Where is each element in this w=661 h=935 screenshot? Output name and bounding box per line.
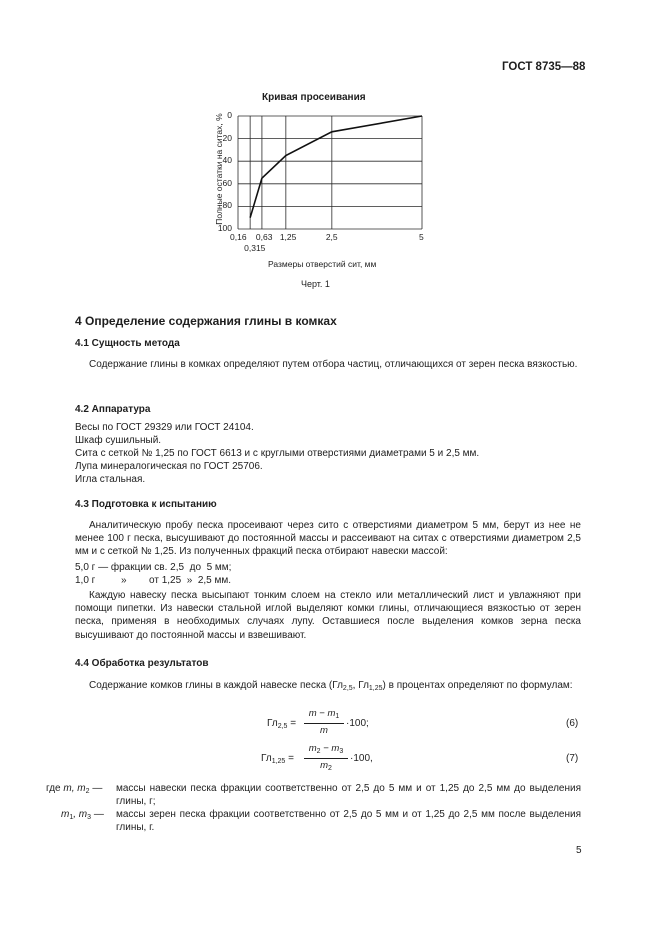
- section-title: 4 Определение содержания глины в комках: [75, 314, 337, 328]
- subsection-4-2-title: 4.2 Аппаратура: [75, 404, 151, 415]
- sample-mass-row-range: от 1,25 » 2,5 мм.: [149, 575, 232, 586]
- chart-x-tick-label: 0,16: [230, 232, 247, 242]
- where-2-vars: $m_1$, $m_3$ —: [61, 809, 104, 821]
- figure-caption: Черт. 1: [301, 279, 330, 289]
- sieving-curve-chart: [0, 0, 661, 300]
- where-2-text: массы зерен песка фракции соответственно от 2,5 до 5 мм и от 1,25 до 2,5 мм после выделения глины, г.: [116, 809, 581, 834]
- subsection-4-3-title: 4.3 Подготовка к испытанию: [75, 499, 217, 510]
- formula-6-lhs: $Гл_{2,5}$ =: [267, 718, 297, 730]
- where-1-vars: где m, $m_2$ —: [46, 783, 103, 795]
- chart-x-tick-label: 0,63: [255, 232, 273, 242]
- chart-y-tick-label: 80: [222, 200, 232, 211]
- formula-7-number: (7): [566, 753, 579, 764]
- equipment-item: Весы по ГОСТ 29329 или ГОСТ 24104.: [75, 422, 254, 433]
- formula-7-numerator: $m_2 - m_3$: [308, 743, 344, 755]
- sample-mass-row-mass: 1,0 г: [75, 575, 96, 586]
- equipment-item: Шкаф сушильный.: [75, 435, 162, 446]
- chart-x-tick-label: 2,5: [325, 232, 338, 242]
- chart-x-axis-label: Размеры отверстий сит, мм: [268, 259, 377, 269]
- chart-y-axis-label: Полные остатки на ситах, %: [214, 113, 224, 225]
- subsection-4-4-title: 4.4 Обработка результатов: [75, 658, 209, 669]
- sample-mass-row: 5,0 г — фракции св. 2,5 до 5 мм;: [75, 562, 232, 573]
- chart-x-tick-label: 1,25: [279, 232, 297, 242]
- equipment-item: Сита с сеткой № 1,25 по ГОСТ 6613 и с круглыми отверстиями диаметрами 5 и 2,5 мм.: [75, 448, 480, 459]
- formula-7-fraction-bar: [304, 758, 348, 759]
- results-intro-paragraph: Содержание комков глины в каждой навеске песка ($Гл_{2,5}$, $Гл_{1,25}$) в процентах определяют по формулам:: [89, 680, 573, 692]
- equipment-item: Игла стальная.: [75, 474, 146, 485]
- chart-y-tick-label: 0: [227, 110, 232, 120]
- chart-y-tick-label: 60: [222, 177, 232, 188]
- formula-6-fraction-bar: [304, 723, 344, 724]
- chart-y-tick-label: 40: [222, 155, 232, 166]
- formula-7-tail: ·100,: [350, 753, 373, 764]
- page-number: 5: [576, 845, 582, 856]
- subsection-4-1-title: 4.1 Сущность метода: [75, 338, 180, 349]
- formula-7-lhs: $Гл_{1,25}$ =: [261, 753, 294, 765]
- chart-y-tick-label: 20: [222, 132, 232, 143]
- formula-7-denominator: $m_2$: [320, 760, 332, 772]
- formula-6-denominator: m: [320, 725, 328, 736]
- formula-6-number: (6): [566, 718, 579, 729]
- preparation-paragraph: Аналитическую пробу песка просеивают через сито с отверстиями диаметром 5 мм, берут из нее не менее 100 г песка, высушивают до постоянной массы и рассеивают на ситах с отверстиями диаметром 2,5 мм и с сеткой № 1,25. Из полученных фракций песка отбирают навески массой:: [75, 520, 581, 558]
- chart-series-line: [250, 116, 422, 218]
- sample-mass-row-ditto: »: [121, 575, 127, 586]
- chart-x-tick-label: 0,315: [244, 243, 266, 253]
- formula-6-numerator: $m - m_1$: [308, 708, 340, 720]
- chart-y-tick-label: 100: [217, 223, 232, 233]
- formula-6-tail: ·100;: [346, 718, 369, 729]
- equipment-item: Лупа минералогическая по ГОСТ 25706.: [75, 461, 263, 472]
- chart-title: Кривая просеивания: [262, 92, 366, 103]
- procedure-paragraph: Каждую навеску песка высыпают тонким слоем на стекло или металлический лист и увлажняют при помощи пипетки. Из навески стальной иглой выделяют комки глины, отличающиеся вязкостью от зерен песка, применяя в необходимых случаях лупу. Оставшиеся после выделения комков зерна песка высушивают до постоянной массы и взвешивают.: [75, 590, 581, 641]
- where-1-text: массы навески песка фракции соответственно от 2,5 до 5 мм и от 1,25 до 2,5 мм до выделения глины, г;: [116, 783, 581, 808]
- chart-x-tick-label: 5: [419, 232, 424, 242]
- method-essence-paragraph: Содержание глины в комках определяют путем отбора частиц, отличающихся от зерен песка вязкостью.: [89, 359, 578, 370]
- document-code: ГОСТ 8735—88: [502, 61, 586, 73]
